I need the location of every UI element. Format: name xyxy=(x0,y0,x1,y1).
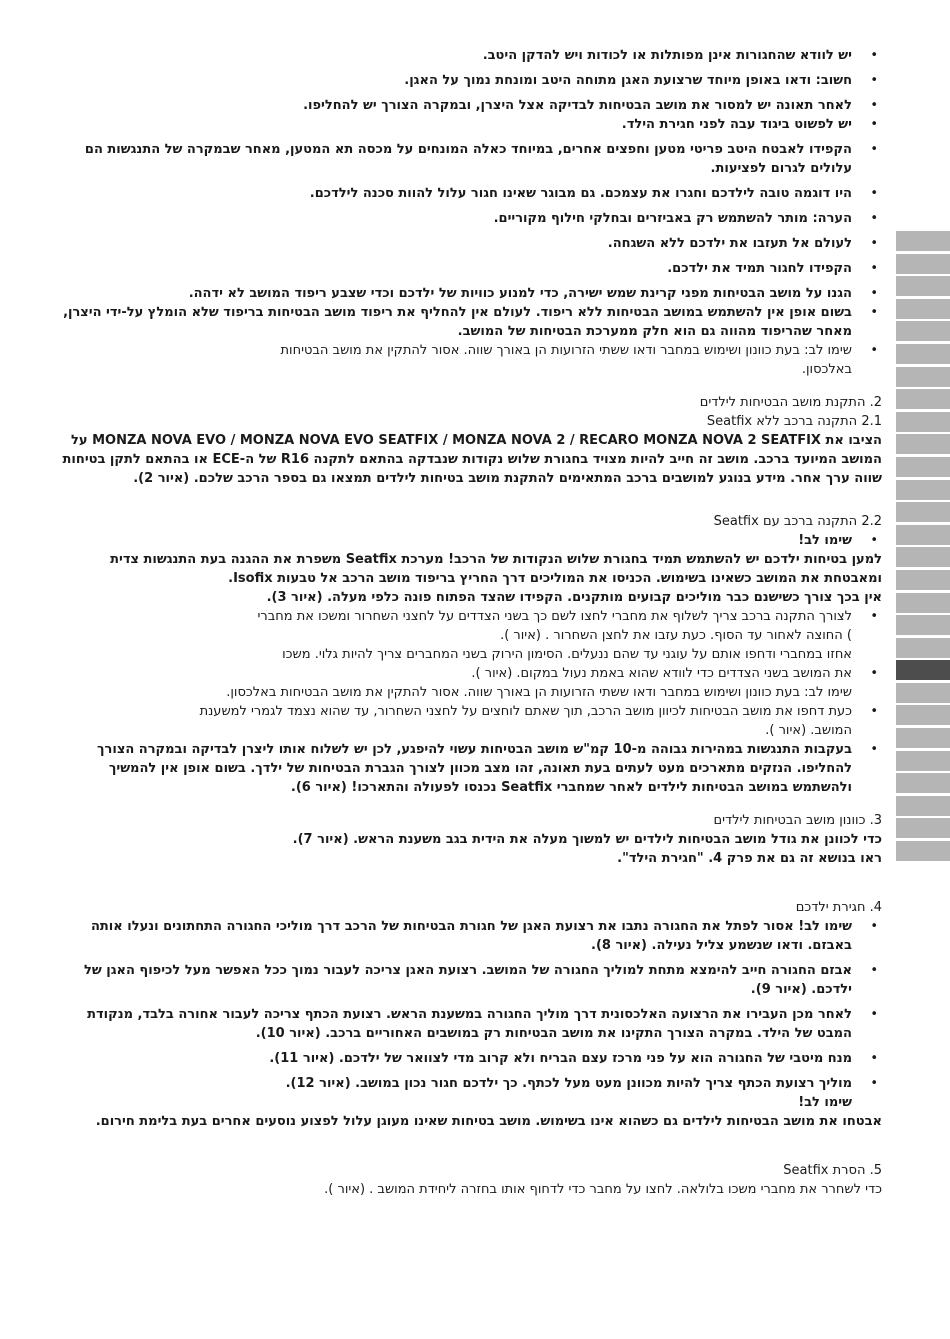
list-item-continued: שימו לב! xyxy=(798,1095,852,1110)
list-item-continued: להחליפו. הנזקים מתארכים מעט לעתים בעת תאונה, זהו מצב מכוון לצורך הגברת הבטיחות של ילדך. בשום אופן אין להמשיך xyxy=(108,761,852,776)
list-item: • לעולם אל תעזבו את ילדכם ללא השגחה. xyxy=(18,234,882,253)
list-item: • הערה: מותר להשתמש רק באביזרים ובחלקי חילוף מקוריים. xyxy=(18,209,882,228)
section-3-title: 3. כוונון מושב הבטיחות לילדים xyxy=(713,813,882,828)
list-item: • לאחר תאונה יש למסור את מושב הבטיחות לבדיקה אצל היצרן, ובמקרה הצורך יש להחליפו. xyxy=(18,96,882,115)
section-2-1-title: 2.1 התקנה ברכב ללא Seatfix xyxy=(706,414,882,429)
list-item-continued: שימו לב: בעת כוונון ושימוש במחבר ודאו ששתי הזרועות הן באורך שווה. אסור להתקין את מושב הבטיחות באלכסון. xyxy=(226,685,852,700)
index-tab xyxy=(896,638,950,658)
list-item-continued: ולהשתמש במושב הבטיחות לילדים לאחר שמחברי Seatfix נכנסו לפעולה והתארכו! (איור 6). xyxy=(290,780,852,795)
list-item: • חשוב: ודאו באופן מיוחד שרצועת האגן מתוחה היטב ומונחת נמוך על האגן. xyxy=(18,71,882,90)
list-item: • לאחר מכן העבירו את הרצועה האלכסונית דרך מוליך החגורה במשענת הראש. רצועת הכתף צריכה לעבור אחורה בלבד, מנקודת xyxy=(18,1005,882,1024)
paragraph-line: ומאבטחת את המושב כשאינו בשימוש. הכניסו את המוליכים דרך החריץ בריפוד מושב הרכב אל טבעות Isofix. xyxy=(228,571,882,586)
index-tab xyxy=(896,593,950,613)
list-item-continued: ) החוצה לאחור עד הסוף. כעת עזבו את לחצן השחרור . (איור ). xyxy=(500,628,852,643)
index-tab xyxy=(896,231,950,251)
index-tab xyxy=(896,705,950,725)
list-item-continued: המושב. (איור ). xyxy=(765,723,852,738)
index-tab xyxy=(896,773,950,793)
list-item: • היו דוגמה טובה לילדכם וחגרו את עצמכם. גם מבוגר שאינו חגור עלול להוות סכנה לילדכם. xyxy=(18,184,882,203)
list-item-continued: ילדכם. (איור 9). xyxy=(750,982,852,997)
list-item: • יש לפשוט ביגוד עבה לפני חגירת הילד. xyxy=(18,115,882,134)
section-4-title: 4. חגירת ילדכם xyxy=(795,900,882,915)
list-item: • שימו לב! xyxy=(18,531,882,550)
section-5-title: 5. הסרת Seatfix xyxy=(783,1163,882,1178)
list-item: • בשום אופן אין להשתמש במושב הבטיחות ללא ריפוד. לעולם אין להחליף את ריפוד מושב הבטיחות בריפוד שלא הומלץ על-ידי היצרן, xyxy=(18,303,882,322)
list-item-continued: באלכסון. xyxy=(801,362,852,377)
list-item: • הגנו על מושב הבטיחות מפני קרינת שמש ישירה, כדי למנוע כוויות של ילדכם וכדי שצבע ריפוד המושב לא ידהה. xyxy=(18,284,882,303)
list-item-continued: באבזם. ודאו שנשמע צליל נעילה. (איור 8). xyxy=(591,938,852,953)
list-item: • כעת דחפו את מושב הבטיחות לכיוון מושב הרכב, תוך שאתם לוחצים על לחצני השחרור, עד שהוא נצמד לגמרי למשענת xyxy=(18,702,882,721)
list-item: • יש לוודא שהחגורות אינן מפותלות או לכודות ויש להדקן היטב. xyxy=(18,46,882,65)
index-tab xyxy=(896,276,950,296)
index-tab xyxy=(896,683,950,703)
paragraph-line: הציבו את MONZA NOVA EVO / MONZA NOVA EVO SEATFIX / MONZA NOVA 2 / RECARO MONZA NOVA 2 SEATFIX על xyxy=(71,433,882,448)
index-tab xyxy=(896,344,950,364)
list-item: • מוליך רצועת הכתף צריך להיות מכוונן מעט מעל לכתף. כך ילדכם חגור נכון במושב. (איור 12). xyxy=(18,1074,882,1093)
side-index-tabs xyxy=(896,231,950,864)
list-item: • שימו לב! אסור לפתל את החגורה נתבו את רצועת האגן של חגורת הבטיחות של הרכב דרך מוליכי החגורה התחתונים ונעלו אותה xyxy=(18,917,882,936)
index-tab xyxy=(896,434,950,454)
list-item: • הקפידו לחגור תמיד את ילדכם. xyxy=(18,259,882,278)
list-item: • הקפידו לאבטח היטב פריטי מטען וחפצים אחרים, במיוחד כאלה המונחים על מכסה תא המטען, מאחר שבמקרה של התנגשות הם xyxy=(18,140,882,159)
index-tab xyxy=(896,547,950,567)
index-tab xyxy=(896,321,950,341)
index-tab xyxy=(896,367,950,387)
section-2-2-title: 2.2 התקנה ברכב עם Seatfix xyxy=(713,514,882,529)
index-tab xyxy=(896,299,950,319)
index-tab xyxy=(896,728,950,748)
paragraph-line: ראו בנושא זה גם את פרק 4. "חגירת הילד". xyxy=(617,851,882,866)
document-body xyxy=(18,46,882,1199)
list-item-continued: עלולים לגרום לפציעות. xyxy=(710,161,852,176)
index-tab xyxy=(896,480,950,500)
intro-warnings xyxy=(18,46,882,379)
index-tab xyxy=(896,751,950,771)
index-tab-active xyxy=(896,660,950,680)
index-tab xyxy=(896,502,950,522)
index-tab xyxy=(896,412,950,432)
index-tab xyxy=(896,615,950,635)
list-item-continued: אחזו במחברי ודחפו אותם על עוגני עד שהם ננעלים. הסימון הירוק בשני המחברים צריך להיות גלוי. משכו xyxy=(282,647,852,662)
paragraph-line: המושב המיועד ברכב. מושב זה חייב להיות מצויד בחגורת שלוש נקודות שנבדקה בהתאם לתקנה R16 של ה-ECE או בהתאם לתקן בטיחות xyxy=(62,452,882,467)
list-item: • לצורך התקנה ברכב צריך לשלוף את מחברי לחצו לשם כך בשני הצדדים על לחצני השחרור ומשכו את מחברי xyxy=(18,607,882,626)
paragraph-line: כדי לכוונן את גודל מושב הבטיחות לילדים יש למשוך מעלה את הידית בגב משענת הראש. (איור 7). xyxy=(292,832,882,847)
index-tab xyxy=(896,525,950,545)
paragraph-line: שווה ערך אחר. מידע בנוגע למושבים ברכב המתאימים להתקנת מושב בטיחות לילדים תמצאו גם בספר הרכב שלכם. (איור 2). xyxy=(133,471,882,486)
list-item-continued: מאחר שהריפוד מהווה גם הוא חלק ממערכת הבטיחות של המושב. xyxy=(457,324,852,339)
list-item: • מנח מיטבי של החגורה הוא על פני מרכז עצם הבריח ולא קרוב מדי לצוואר של ילדכם. (איור 11). xyxy=(18,1049,882,1068)
index-tab xyxy=(896,841,950,861)
list-item-continued: המבט של הילד. במקרה הצורך התקינו את מושב הבטיחות רק במושבים האחוריים ברכב. (איור 10). xyxy=(255,1026,852,1041)
index-tab xyxy=(896,457,950,477)
section-2-title: 2. התקנת מושב הבטיחות לילדים xyxy=(699,395,882,410)
index-tab xyxy=(896,389,950,409)
list-item: • שימו לב: בעת כוונון ושימוש במחבר ודאו ששתי הזרועות הן באורך שווה. אסור להתקין את מושב הבטיחות xyxy=(18,341,882,360)
list-item: • אבזם החגורה חייב להימצא מתחת למוליך החגורה של המושב. רצועת האגן צריכה לעבור נמוך ככל האפשר מעל לכיפוף האגן של xyxy=(18,961,882,980)
index-tab xyxy=(896,818,950,838)
paragraph-line: כדי לשחרר את מחברי משכו בלולאה. לחצו על מחבר כדי לדחוף אותו בחזרה ליחידת המושב . (איור ). xyxy=(324,1182,882,1197)
index-tab xyxy=(896,796,950,816)
list-item: • את המושב בשני הצדדים כדי לוודא שהוא באמת נעול במקום. (איור ). xyxy=(18,664,882,683)
paragraph-line: למען בטיחות ילדכם יש להשתמש תמיד בחגורת שלוש הנקודות של הרכב! מערכת Seatfix משפרת את ההגנה בעת התנגשות צדית xyxy=(110,552,882,567)
index-tab xyxy=(896,254,950,274)
paragraph-line: אבטחו את מושב הבטיחות לילדים גם כשהוא אינו בשימוש. מושב בטיחות שאינו מעוגן עלול לפצוע נוסעים אחרים בעת בלימת חירום. xyxy=(95,1114,882,1129)
paragraph-line: אין בכך צורך כשישנם כבר מוליכים קבועים מותקנים. הקפידו שהצד הפתוח פונה כלפי מעלה. (איור 3). xyxy=(266,590,882,605)
list-item: • בעקבות התנגשות במהירות גבוהה מ-10 קמ"ש מושב הבטיחות עשוי להיפגע, לכן יש לשלוח אותו ליצרן לבדיקה ובמקרה הצורך xyxy=(18,740,882,759)
index-tab xyxy=(896,570,950,590)
